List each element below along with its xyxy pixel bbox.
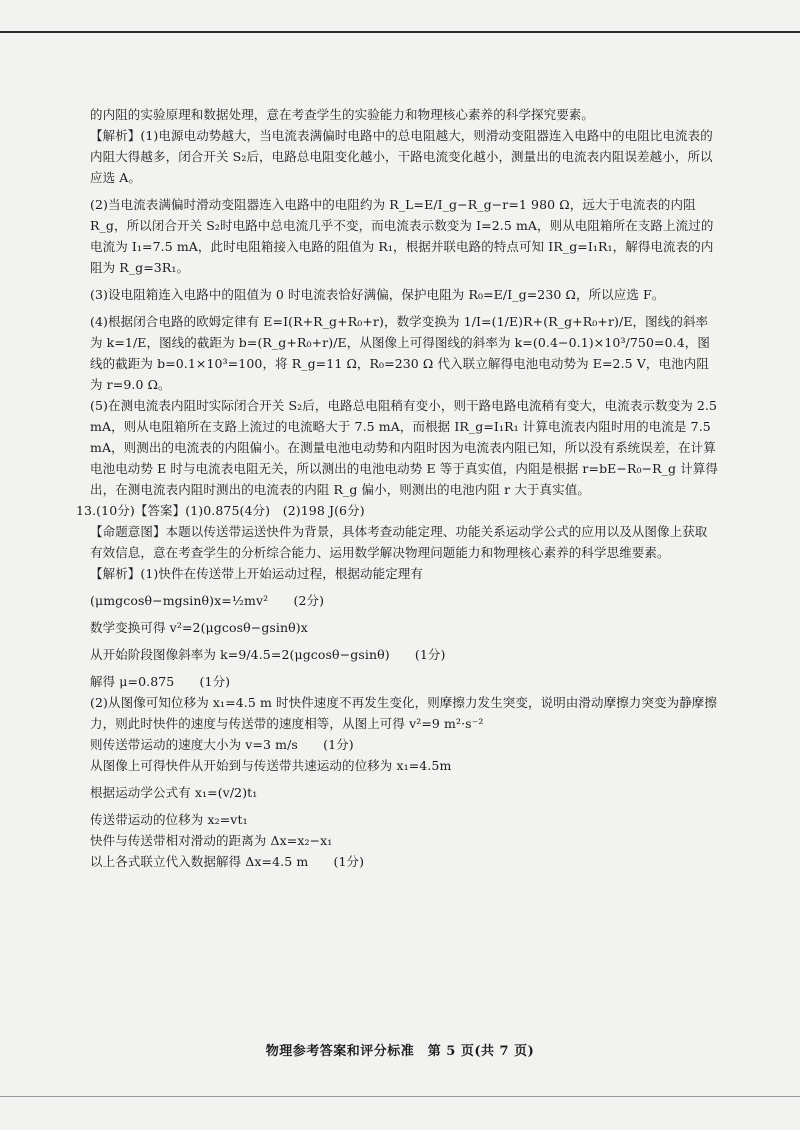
q13-analysis-head: 【解析】(1)快件在传送带上开始运动过程，根据动能定理有 [90, 566, 424, 581]
page-footer: 物理参考答案和评分标准 第 5 页(共 7 页) [265, 1044, 535, 1059]
top-rule [0, 31, 800, 33]
equation-9: 快件与传送带相对滑动的距离为 Δx=x₂−x₁ [90, 833, 333, 848]
q13-answer: 13.(10分)【答案】(1)0.875(4分) (2)198 J(6分) [76, 503, 365, 518]
page-body [76, 104, 718, 872]
paragraph-analysis-4: (4)根据闭合电路的欧姆定律有 E=I(R+R_g+R₀+r)，数学变换为 1/I=(1/E)R+(R_g+R₀+r)/E，图线的斜率为 k=1/E，图线的截距为 b=(R_g+R₀+r)/E，从图像上可得图线的斜率为 k=(0.4−0.1)×10³/750=0.4，图线的截距为 b=0.1×10³=100，将 R_g=11 Ω，R₀=230 Ω 代入联立解得电池电动势为 E=2.5 V，电池内阻为 r=9.0 Ω。 [90, 314, 710, 392]
equation-3: 从开始阶段图像斜率为 k=9/4.5=2(μgcosθ−gsinθ) (1分) [90, 647, 446, 662]
equation-1: (μmgcosθ−mgsinθ)x=½mv² (2分) [90, 593, 325, 608]
equation-2: 数学变换可得 v²=2(μgcosθ−gsinθ)x [90, 620, 308, 635]
q13-intent: 【命题意图】本题以传送带运送快件为背景，具体考查动能定理、功能关系运动学公式的应用以及从图像上获取有效信息，意在考查学生的分析综合能力、运用数学解决物理问题能力和物理核心素养的科学思维要素。 [90, 524, 708, 560]
bottom-rule [0, 1096, 800, 1097]
paragraph-analysis-2: (2)当电流表满偏时滑动变阻器连入电路中的电阻约为 R_L=E/I_g−R_g−r=1 980 Ω，远大于电流表的内阻 R_g，所以闭合开关 S₂时电路中总电流几乎不变，而电流表示数变为 I=2.5 mA，则从电阻箱所在支路上流过的电流为 I₁=7.5 mA，此时电阻箱接入电路的阻值为 R₁，根据并联电路的特点可知 IR_g=I₁R₁，解得电流表的内阻为 R_g=3R₁。 [90, 197, 714, 275]
equation-5: 则传送带运动的速度大小为 v=3 m/s (1分) [90, 737, 354, 752]
q13-part2: (2)从图像可知位移为 x₁=4.5 m 时快件速度不再发生变化，则摩擦力发生突变，说明由滑动摩擦力突变为静摩擦力，则此时快件的速度与传送带的速度相等，从图上可得 v²=9 m²·s⁻² [90, 695, 717, 731]
equation-4: 解得 μ=0.875 (1分) [90, 674, 231, 689]
paragraph-intro: 的内阻的实验原理和数据处理，意在考查学生的实验能力和物理核心素养的科学探究要素。 [90, 107, 595, 122]
equation-8: 传送带运动的位移为 x₂=vt₁ [90, 812, 248, 827]
equation-10: 以上各式联立代入数据解得 Δx=4.5 m (1分) [90, 854, 365, 869]
paragraph-analysis-1: 【解析】(1)电源电动势越大，当电流表满偏时电路中的总电阻越大，则滑动变阻器连入电路中的电阻比电流表的内阻大得越多，闭合开关 S₂后，电路总电阻变化越小，干路电流变化越小，测量出的电流表内阻误差越小，所以应选 A。 [90, 128, 713, 185]
paragraph-analysis-3: (3)设电阻箱连入电路中的阻值为 0 时电流表恰好满偏，保护电阻为 R₀=E/I_g=230 Ω，所以应选 F。 [90, 287, 665, 302]
equation-6: 从图像上可得快件从开始到与传送带共速运动的位移为 x₁=4.5m [90, 758, 452, 773]
paragraph-analysis-5: (5)在测电流表内阻时实际闭合开关 S₂后，电路总电阻稍有变小，则干路电路电流稍有变大，电流表示数变为 2.5 mA，则从电阻箱所在支路上流过的电流略大于 7.5 mA，而根据 IR_g=I₁R₁ 计算电流表内阻时用的电流是 7.5 mA，则测出的电流表的内阻偏小。在测量电池电动势和内阻时因为电流表内阻已知，所以没有系统误差，在计算电池电动势 E 时与电流表电阻无关，所以测出的电池电动势 E 等于真实值，内阻是根据 r=bE−R₀−R_g 计算得出，在测电流表内阻时测出的电流表的内阻 R_g 偏小，则测出的电池内阻 r 大于真实值。 [90, 398, 718, 497]
equation-7: 根据运动学公式有 x₁=(v/2)t₁ [90, 785, 258, 800]
